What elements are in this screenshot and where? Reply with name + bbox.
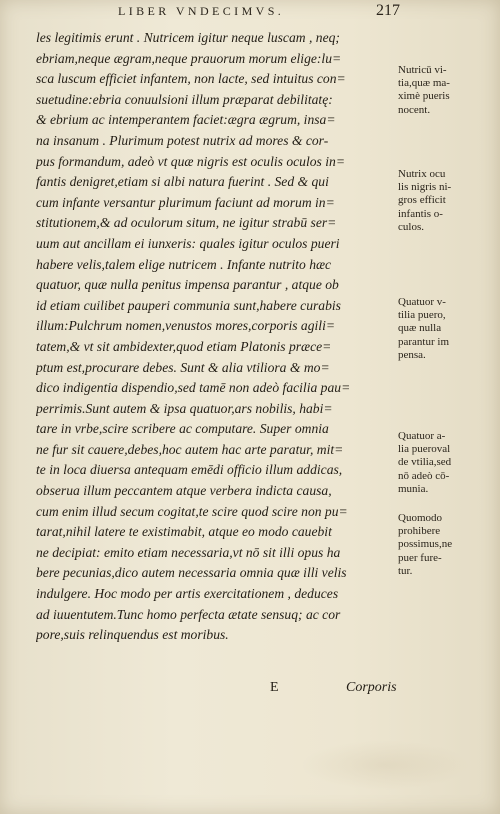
text-line: na insanum . Plurimum potest nutrix ad mores & cor- [36, 132, 329, 148]
marginal-note-line: Quatuor v- [398, 296, 446, 308]
text-line: les legitimis erunt . Nutricem igitur neque luscam , neq; [36, 30, 340, 45]
marginal-note-line: ximè pueris [398, 90, 450, 103]
text-line: ebriam,neque ægram,neque prauorum morum elige:lu= [36, 50, 342, 66]
marginal-note [398, 430, 498, 496]
running-head: LIBER VNDECIMVS. [118, 4, 285, 18]
text-line: & ebrium ac intemperantem faciet:ægra ægrum, insa= [36, 112, 336, 128]
marginal-note-line: Nutrix ocu [398, 168, 446, 180]
marginal-note-line: culos. [398, 220, 424, 233]
text-line: cum enim illud secum cogitat,te scire quod scire non pu= [36, 503, 348, 519]
text-line: sca luscum efficiet infantem, non lacte, sed intuitus con= [36, 71, 346, 87]
marginal-note-line: tia,quæ ma- [398, 77, 450, 90]
text-line: te in loca diuersa antequam emēdi officio illum addicas, [36, 462, 343, 478]
text-line: ptum est,procurare debes. Sunt & alia vtiliora & mo= [36, 359, 330, 375]
text-line: tatem,& vt sit ambidexter,quod etiam Platonis præce= [36, 338, 332, 354]
catchword: Corporis [346, 680, 397, 695]
marginal-note [398, 168, 498, 234]
text-line: indulgere. Hoc modo per artis exercitationem , deduces [36, 586, 339, 602]
marginal-note-line: infantis o- [398, 207, 443, 220]
marginal-note-line: nō adeò cō- [398, 469, 450, 482]
text-line: ad iuuentutem.Tunc homo perfecta ætate sensuq; ac cor [36, 606, 341, 622]
marginal-note-line: quæ nulla [398, 322, 442, 335]
page-footer [0, 680, 500, 700]
signature-mark: E [270, 680, 279, 695]
text-line: suetudine:ebria conuulsioni illum præparat debilitatę: [36, 91, 333, 107]
text-line: ne fur sit cauere,debes,hoc autem hac arte paratur, mit= [36, 441, 344, 457]
text-line: habere velis,talem elige nutricem . Infante nutrito hæc [36, 256, 332, 272]
text-line: stitutionem,& ad oculorum situm, ne igitur strabū ser= [36, 215, 337, 231]
marginal-note-line: Quomodo [398, 512, 442, 524]
marginal-note-line: prohibere [398, 525, 441, 538]
text-line: pus formandum, adeò vt quæ nigris est oculis oculos in= [36, 153, 345, 169]
text-line: fantis denigret,etiam si albi natura fuerint . Sed & qui [36, 174, 329, 190]
text-line: tare in vrbe,scire scribere ac computare. Super omnia [36, 421, 329, 437]
marginal-note-line: pensa. [398, 348, 426, 361]
text-line: obserua illum peccantem atque verbera indicta causa, [36, 483, 332, 499]
text-line: cum infante versantur plurimum faciunt ad morum in= [36, 194, 335, 210]
body-text [36, 28, 396, 646]
marginal-note-line: nocent. [398, 103, 431, 116]
marginal-note-line: puer fure- [398, 551, 442, 564]
marginal-note [398, 512, 498, 578]
text-line: id etiam cuilibet pauperi communia sunt,habere curabis [36, 297, 341, 313]
text-line: ne decipiat: emito etiam necessaria,vt nō sit illi opus ha [36, 544, 341, 560]
marginal-note-line: gros efficit [398, 194, 446, 207]
text-line: tarat,nihil latere te existimabit, atque eo modo cauebit [36, 524, 332, 540]
paper-stain [300, 740, 470, 790]
marginal-note-line: munia. [398, 482, 429, 495]
marginal-note-line: Quatuor a- [398, 430, 446, 442]
text-line: dico indigentia dispendio,sed tamē non adeò facilia pau= [36, 380, 351, 396]
text-line: quatuor, quæ nulla penitus impensa parantur , atque ob [36, 277, 339, 293]
page-number: 217 [376, 2, 400, 19]
text-line: perrimis.Sunt autem & ipsa quatuor,ars nobilis, habi= [36, 400, 333, 416]
marginal-note [398, 296, 498, 362]
text-line: illum:Pulchrum nomen,venustos mores,corporis agili= [36, 318, 336, 334]
marginal-note-line: lis nigris ni- [398, 181, 452, 194]
marginal-note-line: parantur im [398, 335, 450, 348]
text-line: pore,suis relinquendus est moribus. [36, 627, 229, 643]
marginal-note-line: de vtilia,sed [398, 456, 452, 469]
marginal-note-line: possimus,ne [398, 538, 453, 551]
marginal-note-line: lia pueroval [398, 443, 451, 456]
text-line: uum aut ancillam ei iunxeris: quales igitur oculos pueri [36, 235, 340, 251]
marginal-note-line: tilia puero, [398, 309, 446, 322]
marginal-note-line: tur. [398, 564, 413, 577]
page-header [0, 2, 500, 22]
marginal-note-line: Nutricū vi- [398, 64, 447, 76]
text-line: bere pecunias,dico autem necessaria omnia quæ illi velis [36, 565, 347, 581]
marginal-note [398, 64, 498, 117]
